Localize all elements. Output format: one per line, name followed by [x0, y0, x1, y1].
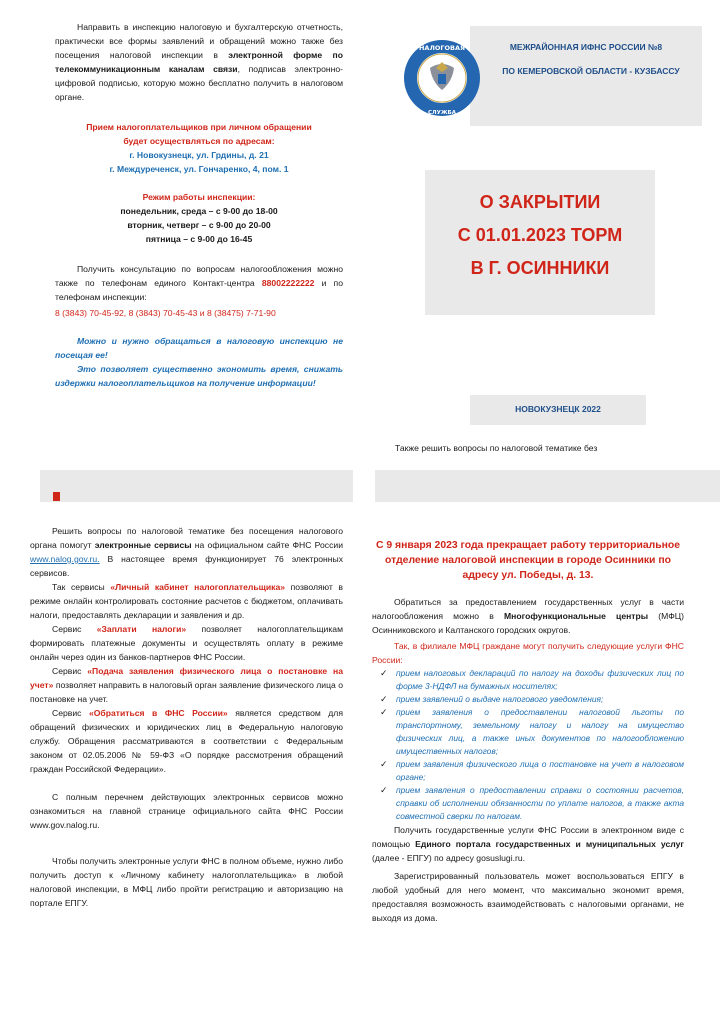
- nalog-link[interactable]: www.nalog.gov.ru.: [30, 554, 100, 564]
- fold-strip-right: [375, 470, 720, 502]
- intro-tail: , подписав электронно-цифровой подписью, которую можно бесплатно получить в налоговом органе.: [55, 64, 343, 102]
- checkmark-icon: ✓: [380, 707, 388, 717]
- appeal-tail: является средством для обращений физических и юридических лиц в Федеральную налоговую службу. Обращения рассматриваются в соответствии с Федеральным законом от 02.05.2006 № 59-ФЗ «О порядке рассмотрения обращений граждан Российской Федерации».: [30, 708, 343, 774]
- lk-service-name: «Личный кабинет налогоплательщика»: [110, 582, 286, 592]
- intro-text: Направить в инспекцию налоговую и бухгалтерскую отчетность, практически все формы заявлений и обращений можно также без посещения налоговой инспекции в: [55, 22, 343, 60]
- service-lk-paragraph: [30, 580, 343, 622]
- mfc-list-intro: Так, в филиале МФЦ граждане могут получить следующие услуги ФНС России:: [372, 641, 684, 665]
- intro-paragraph: [55, 20, 343, 104]
- pay-service-name: «Заплати налоги»: [96, 624, 187, 634]
- italic-note-2: Это позволяет существенно экономить время, снижать издержки налогоплательщиков на получение информации!: [55, 364, 343, 388]
- mode-line-2: вторник, четверг – с 9-00 до 20-00: [127, 220, 271, 230]
- consult-tail: и по телефонам инспекции:: [55, 278, 343, 302]
- bottom-right-panel: [372, 538, 684, 925]
- reg-service-name: «Подача заявления физического лица о постановке на учет»: [30, 666, 343, 690]
- top-left-panel: [55, 20, 343, 390]
- services-intro: [30, 524, 343, 580]
- list-item: ✓ прием налоговых деклараций по налогу на доходы физических лиц по форме 3-НДФЛ на бумажных носителях;: [380, 668, 684, 691]
- service-appeal-paragraph: [30, 706, 343, 776]
- epgu-tail: (далее - ЕПГУ) по адресу gosuslugi.ru.: [372, 853, 526, 863]
- cover-header-box: [470, 26, 702, 126]
- mode-line-3: пятница – с 9-00 до 16-45: [145, 234, 253, 244]
- svg-text:НАЛОГОВАЯ: НАЛОГОВАЯ: [418, 44, 466, 52]
- appeal-service-name: «Обратиться в ФНС России»: [88, 708, 228, 718]
- reg-text: Сервис: [52, 666, 88, 676]
- cut-text-line: Также решить вопросы по налоговой тематике без: [395, 443, 598, 453]
- checkmark-icon: ✓: [380, 694, 388, 704]
- services-intro-tail: В настоящее время функционирует 76 электронных сервисов.: [30, 554, 343, 578]
- mfc-services-list: [372, 667, 684, 823]
- services-intro-text: Решить вопросы по налоговой тематике без посещения налогового органа помогут: [30, 526, 343, 550]
- cover-footer-box: [470, 395, 646, 425]
- pay-text: Сервис: [52, 624, 97, 634]
- checkmark-icon: ✓: [380, 759, 388, 769]
- mfc-tail: (МФЦ) Осинниковского и Калтанского городских округов.: [372, 611, 684, 635]
- registered-user-paragraph: Зарегистрированный пользователь может воспользоваться ЕПГУ в любой удобный для него момент, что максимально экономит время, предоставляя возможность взаимодействовать с налоговыми органами, не выходя из дома.: [372, 871, 684, 923]
- services-intro-mid: на официальном сайте ФНС России: [191, 540, 344, 550]
- list-item: ✓ прием заявлений о выдаче налогового уведомления;: [380, 694, 604, 704]
- full-list-paragraph: С полным перечнем действующих электронных сервисов можно ознакомиться на главной странице официального сайта ФНС России www.gov.nalog.ru.: [30, 792, 343, 830]
- fold-strip-left: [40, 470, 353, 502]
- pay-tail: позволяет налогоплательщикам формировать платежные документы и осуществлять оплату в режиме онлайн через один из банков-партнеров ФНС России.: [30, 624, 343, 662]
- cover-title-2: С 01.01.2023 ТОРМ: [457, 225, 623, 245]
- closure-headline: С 9 января 2023 года прекращает работу территориальное отделение налоговой инспекции в городе Осинники по адресу ул. Победы, д. 13.: [375, 540, 681, 581]
- lk-text: Так сервисы: [52, 582, 111, 592]
- org-line-1: МЕЖРАЙОННАЯ ИФНС РОССИИ №8: [509, 42, 663, 52]
- inspection-phones: 8 (3843) 70-45-92, 8 (3843) 70-45-43 и 8 (38475) 7-71-90: [55, 308, 276, 318]
- footer-city: НОВОКУЗНЕЦК 2022: [515, 404, 601, 414]
- checkmark-icon: ✓: [380, 785, 388, 795]
- mfc-bold: Многофункциональные центры: [504, 611, 649, 621]
- e-services-bold: электронные сервисы: [94, 540, 192, 550]
- service-registration-paragraph: [30, 664, 343, 706]
- mfc-text: Обратиться за предоставлением государственных услуг в части налогообложения можно в: [372, 597, 684, 621]
- full-access-paragraph: Чтобы получить электронные услуги ФНС в полном объеме, нужно либо получить доступ к «Личному кабинету налогоплательщика» в любой налоговой инспекции, в МФЦ либо пройти регистрацию и авторизацию на портале ЕПГУ.: [30, 856, 343, 908]
- list-item: ✓ прием заявления физического лица о постановке на учет в налоговом органе;: [380, 759, 684, 782]
- address-1: г. Новокузнецк, ул. Грдины, д. 21: [129, 150, 269, 160]
- consult-paragraph: [55, 262, 343, 304]
- list-item: ✓ прием заявления о предоставлении справки о состоянии расчетов, справки об исполнении обязанности по уплате налогов, а также акта совместной сверки по налогам.: [380, 785, 684, 821]
- red-marker: [53, 492, 60, 501]
- cover-title-box: [425, 170, 655, 315]
- intro-bold: электронной форме по телекоммуникационным каналам связи: [55, 50, 343, 74]
- service-pay-paragraph: [30, 622, 343, 664]
- list-item: ✓ прием заявления о предоставлении налоговой льготы по транспортному, земельному налогу и налогу на имущество физических лиц, а также иных документов по налогообложению имущественных налогов;: [380, 707, 684, 756]
- lk-tail: позволяют в режиме онлайн контролировать состояние расчетов с бюджетом, оплачивать налоги, предоставлять декларации и заявления и др.: [30, 582, 343, 620]
- reg-tail: позволяет направить в налоговый орган заявление физического лица о постановке на учет.: [30, 680, 343, 704]
- contact-center-phone: 88002222222: [261, 278, 315, 288]
- reception-title-1: Прием налогоплательщиков при личном обращении: [86, 122, 312, 132]
- epgu-paragraph: [372, 823, 684, 865]
- cover-title-1: О ЗАКРЫТИИ: [479, 192, 601, 212]
- italic-note-1: Можно и нужно обращаться в налоговую инспекцию не посещая ее!: [55, 336, 343, 360]
- epgu-bold: Единого портала государственных и муниципальных услуг: [415, 839, 684, 849]
- reception-title-2: будет осуществляться по адресам:: [123, 136, 275, 146]
- appeal-text: Сервис: [52, 708, 89, 718]
- address-2: г. Междуреченск, ул. Гончаренко, 4, пом. 1: [109, 164, 289, 174]
- cover-title-3: В Г. ОСИННИКИ: [470, 258, 610, 278]
- epgu-text: Получить государственные услуги ФНС России в электронном виде с помощью: [372, 825, 684, 849]
- svg-text:СЛУЖБА: СЛУЖБА: [427, 110, 457, 116]
- consult-text: Получить консультацию по вопросам налогообложения можно также по телефонам единого Контакт-центра: [55, 264, 343, 288]
- mfc-paragraph: [372, 595, 684, 637]
- mode-line-1: понедельник, среда – с 9-00 до 18-00: [120, 206, 278, 216]
- mode-title: Режим работы инспекции:: [142, 192, 256, 202]
- checkmark-icon: ✓: [380, 668, 388, 678]
- fns-emblem: [402, 38, 482, 118]
- bottom-left-panel: [30, 524, 343, 910]
- org-line-2: ПО КЕМЕРОВСКОЙ ОБЛАСТИ - КУЗБАССУ: [502, 66, 680, 76]
